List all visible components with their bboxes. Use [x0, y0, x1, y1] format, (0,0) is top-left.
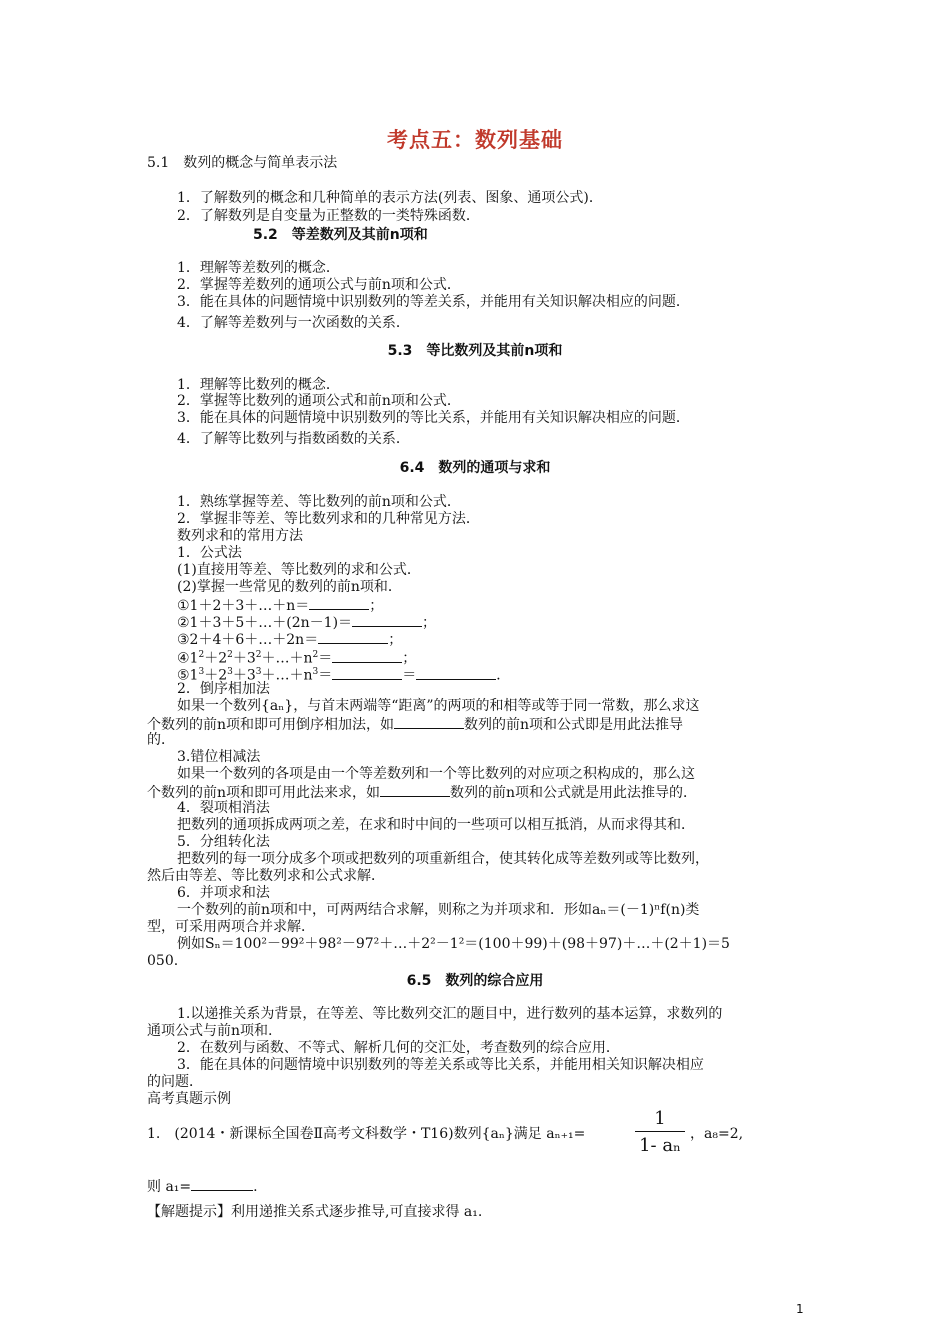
formula-text: ＋2	[204, 667, 228, 684]
page-number: 1	[796, 1302, 804, 1316]
section-5-1-heading: 5.1 数列的概念与简单表示法	[147, 155, 338, 171]
formula-text: ④1	[177, 650, 199, 667]
question-1	[147, 1126, 585, 1143]
formula-text: ＋…＋n	[261, 650, 313, 667]
answer-blank[interactable]	[191, 1177, 253, 1191]
methods-title: 数列求和的常用方法	[177, 528, 303, 544]
punct: .	[253, 1179, 258, 1195]
list-item: 4．了解等比数列与指数函数的关系．	[177, 431, 410, 447]
punct: ．	[496, 667, 511, 684]
list-item: 1．熟练掌握等差、等比数列的前n项和公式．	[177, 494, 461, 510]
exponent: 2	[312, 650, 319, 660]
method-text: 一个数列的前n项和中，可两两结合求解，则称之为并项求和．形如aₙ＝(－1)ⁿf(n)类	[177, 902, 700, 918]
exponent: 2	[227, 650, 233, 660]
answer-blank[interactable]	[318, 630, 388, 644]
exponent: 3	[255, 667, 262, 677]
list-item: 2．掌握非等差、等比数列求和的几种常见方法．	[177, 511, 480, 527]
method-pairing-heading: 6．并项求和法	[177, 885, 270, 901]
method-text: 把数列的每一项分成多个项或把数列的项重新组合，使其转化成等差数列或等比数列，	[177, 851, 709, 867]
method-text: 050.	[147, 953, 179, 969]
section-5-2-heading: 5.2 等差数列及其前n项和	[253, 227, 428, 243]
section-6-4-heading: 6.4 数列的通项与求和	[399, 460, 551, 476]
method-text: 如果一个数列{aₙ}，与首末两端等“距离”的两项的和相等或等于同一常数，那么求这	[177, 698, 700, 714]
formula-text: ＋3	[232, 667, 256, 684]
formula-text: ＋3	[232, 650, 256, 667]
question-1-answer-line	[147, 1177, 258, 1196]
answer-blank[interactable]	[352, 613, 422, 627]
section-6-5-heading: 6.5 数列的综合应用	[406, 973, 544, 989]
paragraph: 2．在数列与函数、不等式、解析几何的交汇处，考查数列的综合应用．	[177, 1040, 620, 1056]
fraction-denominator: 1- aₙ	[639, 1135, 681, 1156]
section-5-3-heading: 5.3 等比数列及其前n项和	[387, 343, 563, 359]
solution-hint: 【解题提示】利用递推关系式逐步推导,可直接求得 a₁.	[147, 1204, 483, 1220]
formula-text: ＋2	[204, 650, 228, 667]
formula-text: ③2＋4＋6＋…＋2n＝	[177, 632, 319, 648]
text-span: 个数列的前n项和即可用倒序相加法，如	[147, 717, 395, 733]
method-text: 的．	[147, 732, 175, 748]
exam-section-title: 高考真题示例	[147, 1091, 231, 1107]
question-text: 则 a₁=	[147, 1179, 192, 1195]
method-text: (2)掌握一些常见的数列的前n项和．	[177, 579, 402, 595]
question-text: 1. (2014・新课标全国卷Ⅱ高考文科数学・T16)数列{aₙ}满足 aₙ₊₁=	[147, 1126, 586, 1142]
method-text: 例如Sₙ＝100²－99²＋98²－97²＋…＋2²－1²＝(100＋99)＋(98＋97)＋…＋(2＋1)＝5	[177, 936, 730, 952]
fraction-numerator: 1	[635, 1107, 685, 1132]
question-text: ，a₈=2,	[690, 1126, 744, 1142]
method-split-cancel-heading: 4．裂项相消法	[177, 800, 270, 816]
method-grouping-heading: 5．分组转化法	[177, 834, 270, 850]
answer-blank[interactable]	[332, 666, 402, 680]
list-item: 3．能在具体的问题情境中识别数列的等比关系，并能用有关知识解决相应的问题．	[177, 410, 690, 426]
formula-text: ＝	[318, 650, 333, 667]
list-item: 2．掌握等差数列的通项公式与前n项和公式．	[177, 277, 461, 293]
formula-text: ＋…＋n	[261, 667, 313, 684]
paragraph: 的问题．	[147, 1074, 203, 1090]
page-title: 考点五：数列基础	[387, 128, 563, 152]
punct: ；	[402, 650, 417, 667]
fraction	[635, 1107, 685, 1160]
formula-text: ⑤1	[177, 667, 199, 684]
method-reverse-add-heading: 2．倒序相加法	[177, 681, 270, 697]
answer-blank[interactable]	[394, 715, 464, 729]
answer-blank[interactable]	[309, 596, 369, 610]
answer-blank[interactable]	[416, 666, 496, 680]
answer-blank[interactable]	[332, 649, 402, 663]
list-item: 2．掌握等比数列的通项公式和前n项和公式．	[177, 393, 461, 409]
paragraph: 1.以递推关系为背景，在等差、等比数列交汇的题目中，进行数列的基本运算，求数列的	[177, 1006, 723, 1022]
list-item: 1．理解等比数列的概念．	[177, 377, 340, 393]
answer-blank[interactable]	[380, 783, 450, 797]
method-shift-subtract-heading: 3.错位相减法	[177, 749, 261, 765]
text-span: 个数列的前n项和即可用此法来求，如	[147, 785, 381, 801]
list-item: 1．了解数列的概念和几种简单的表示方法(列表、图象、通项公式)．	[177, 190, 603, 206]
exponent: 3	[312, 667, 319, 677]
exponent: 2	[255, 650, 262, 660]
text-span: 数列的前n项和公式即是用此法推导	[464, 717, 684, 733]
formula-text: ②1＋3＋5＋…＋(2n－1)＝	[177, 615, 353, 631]
method-formula-heading: 1．公式法	[177, 545, 242, 561]
method-text: 如果一个数列的各项是由一个等差数列和一个等比数列的对应项之积构成的，那么这	[177, 766, 695, 782]
exponent: 3	[198, 667, 205, 677]
exponent: 3	[227, 667, 233, 677]
text-span: 数列的前n项和公式就是用此法推导的．	[450, 785, 698, 801]
method-text: 型，可采用两项合并求解．	[147, 919, 315, 935]
punct: ；	[422, 615, 437, 631]
formula-text: ＝	[402, 667, 417, 684]
list-item: 2．了解数列是自变量为正整数的一类特殊函数．	[177, 208, 480, 224]
punct: ；	[388, 632, 403, 648]
paragraph: 通项公式与前n项和.	[147, 1023, 273, 1039]
formula-text: ①1＋2＋3＋…＋n＝	[177, 598, 310, 614]
method-text: 然后由等差、等比数列求和公式求解．	[147, 868, 385, 884]
method-text: 把数列的通项拆成两项之差，在求和时中间的一些项可以相互抵消，从而求得其和．	[177, 817, 695, 833]
list-item: 3．能在具体的问题情境中识别数列的等差关系，并能用有关知识解决相应的问题．	[177, 294, 690, 310]
exponent: 2	[198, 650, 205, 660]
method-text	[147, 715, 683, 734]
method-text: (1)直接用等差、等比数列的求和公式．	[177, 562, 421, 578]
list-item: 1．理解等差数列的概念．	[177, 260, 340, 276]
punct: ；	[369, 598, 384, 614]
list-item: 4．了解等差数列与一次函数的关系．	[177, 315, 410, 331]
formula-text: ＝	[318, 667, 333, 684]
paragraph: 3．能在具体的问题情境中识别数列的等差关系或等比关系，并能用相关知识解决相应	[177, 1057, 704, 1073]
